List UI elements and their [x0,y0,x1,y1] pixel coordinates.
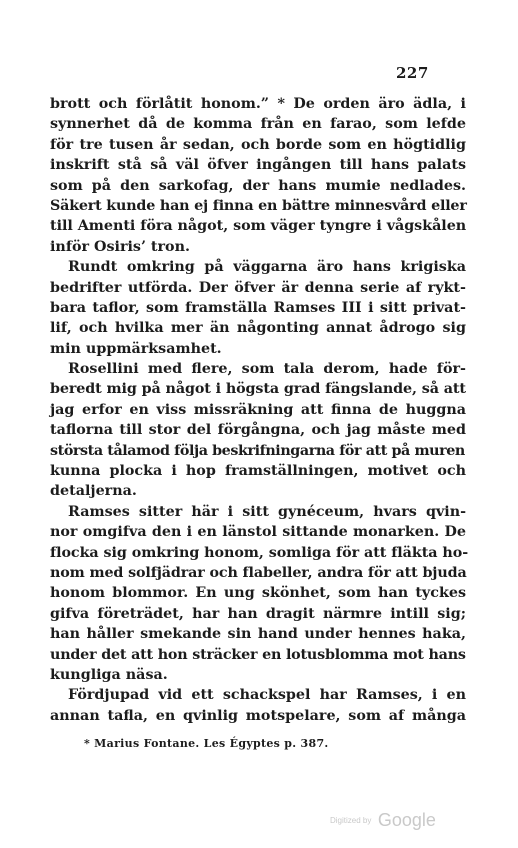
text-line: beredt mig på något i högsta grad fängslande, så att [50,381,466,398]
text-line: nom med solfjädrar och flabeller, andra för att bjuda [50,564,467,581]
text-line: jag erfor en viss missräkning att finna de huggna [50,401,467,418]
text-line: nor omgifva den i en länstol sittande monarken. De [50,524,467,541]
watermark-brand: Google [377,810,436,830]
text-line: största tålamod följa beskrifningarna för att på muren [50,442,465,459]
page-number: 227 [396,64,429,82]
text-line: honom blommor. En ung skönhet, som han tyckes [50,585,466,602]
body-text [50,94,469,726]
text-line: bedrifter utförda. Der öfver är denna serie af rykt- [50,279,466,296]
text-line: taflorna till stor del förgångna, och jag måste med [50,422,467,439]
text-line: Ramses sitter här i sitt gynéceum, hvars qvin- [68,503,467,520]
text-line: han håller smekande sin hand under hennes haka, [50,626,466,643]
text-line: annan tafla, en qvinlig motspelare, som af många [50,707,467,724]
text-line: gifva företrädet, har han dragit närmre intill sig; [50,605,466,622]
text-line: Säkert kunde han ej finna en bättre minnesvård eller [50,197,467,214]
digitized-by-google-watermark [330,810,436,831]
text-line: flocka sig omkring honom, somliga för att fläkta ho- [50,544,469,561]
text-line: detaljerna. [50,483,137,500]
text-line: bara taflor, som framställa Ramses III i sitt privat- [50,299,466,316]
text-line: synnerhet då de komma från en farao, som lefde [50,116,466,133]
text-line: som på den sarkofag, der hans mumie nedlades. [50,177,467,194]
text-line: kunna plocka i hop framställningen, motivet och [50,463,467,480]
text-line: Rundt omkring på väggarna äro hans krigiska [68,259,467,276]
text-line: inskrift stå så väl öfver ingången till hans palats [50,157,467,174]
text-line: under det att hon sträcker en lotusblomma mot hans [50,646,466,663]
text-line: inför Osiris’ tron. [50,238,190,255]
text-line: brott och förlåtit honom.” * De orden äro ädla, i [50,96,466,112]
text-line: Rosellini med flere, som tala derom, hade för- [68,361,466,378]
text-line: till Amenti föra något, som väger tyngre i vågskålen [50,218,467,235]
text-line: kungliga näsa. [50,666,168,683]
text-line: Fördjupad vid ett schackspel har Ramses, i en [68,687,467,704]
footnote: * Marius Fontane. Les Égyptes p. 387. [84,737,329,750]
text-line: lif, och hvilka mer än någonting annat ådrogo sig [50,320,466,337]
text-line: för tre tusen år sedan, och borde som en högtidlig [50,136,466,153]
text-line: min uppmärksamhet. [50,340,222,357]
watermark-prefix: Digitized by [330,816,372,825]
